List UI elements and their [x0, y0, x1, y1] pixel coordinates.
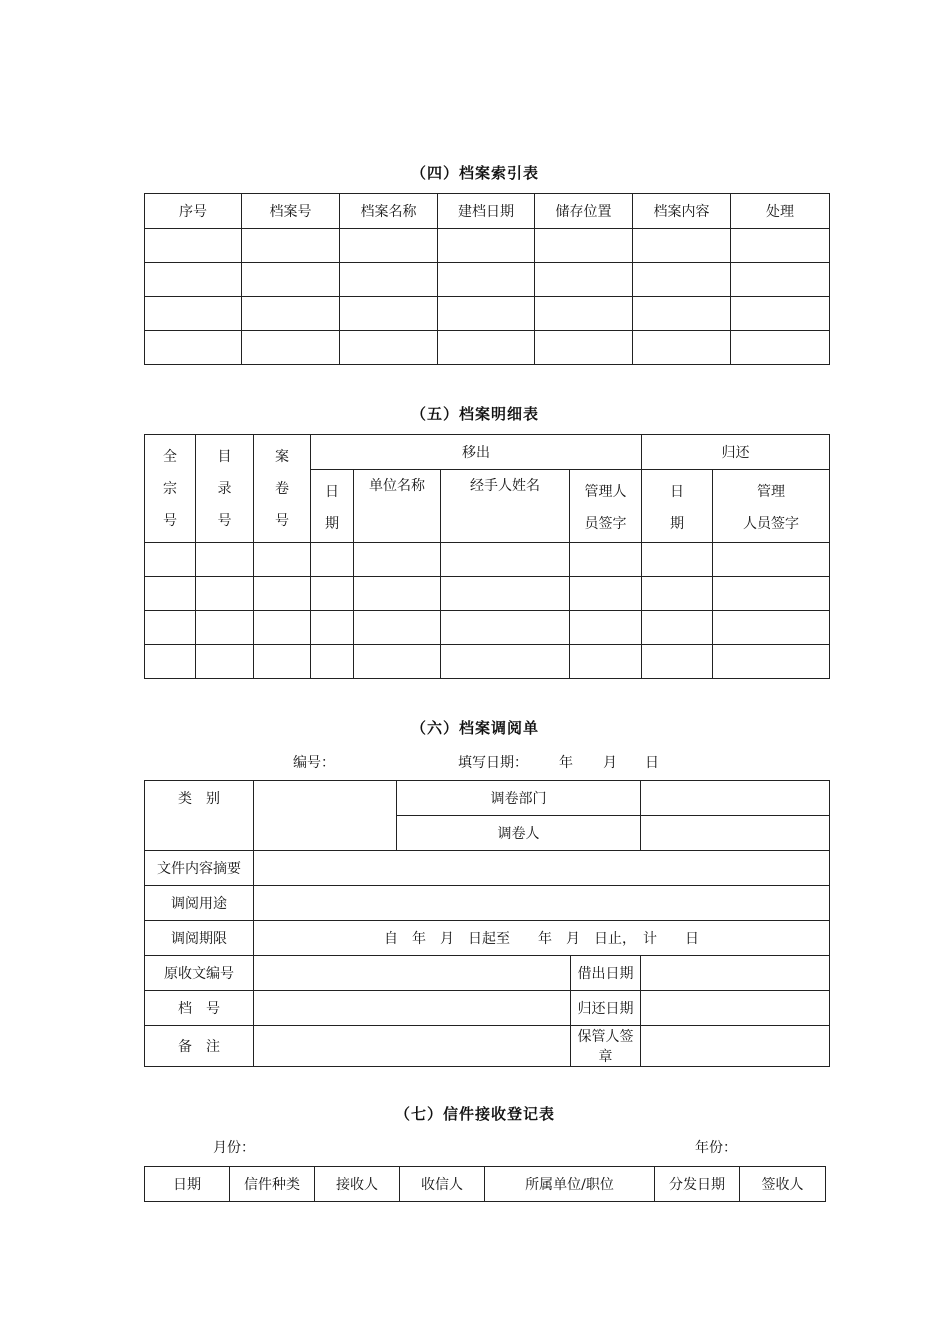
header-cell: 接收人 — [315, 1167, 400, 1202]
fill-date-label: 填写日期： — [458, 755, 528, 771]
col-anjuan-header — [254, 435, 311, 543]
table-cell[interactable] — [145, 645, 196, 679]
table-cell[interactable] — [340, 263, 438, 297]
table-cell[interactable] — [311, 611, 354, 645]
out-date-header — [311, 470, 354, 543]
header-line: 人员签字 — [743, 516, 799, 532]
table-cell[interactable] — [441, 543, 570, 577]
header-char: 日 — [670, 484, 684, 500]
table-cell[interactable] — [196, 577, 254, 611]
header-line: 管理 — [757, 484, 785, 500]
table-cell[interactable] — [438, 229, 535, 263]
header-char: 目 — [217, 449, 232, 465]
table-row — [145, 645, 830, 679]
header-char: 全 — [163, 449, 177, 465]
table-cell[interactable] — [145, 543, 196, 577]
move-out-header: 移出 — [311, 435, 642, 470]
return-date-label: 归还日期 — [571, 991, 641, 1026]
col-mulu-header — [196, 435, 254, 543]
header-cell: 信件种类 — [230, 1167, 315, 1202]
table-cell[interactable] — [438, 297, 535, 331]
month-label: 月份： — [213, 1140, 255, 1156]
col-quanzong-header — [145, 435, 196, 543]
form-row — [145, 851, 830, 886]
letter-register-table — [144, 1166, 826, 1202]
table-cell[interactable] — [145, 263, 242, 297]
table-cell[interactable] — [731, 297, 830, 331]
table-cell[interactable] — [642, 577, 713, 611]
table-cell[interactable] — [145, 297, 242, 331]
header-char: 号 — [275, 513, 289, 529]
file-no-label: 档 号 — [145, 991, 254, 1026]
table-cell[interactable] — [340, 297, 438, 331]
header-cell: 签收人 — [740, 1167, 826, 1202]
section6-title: （六）档案调阅单 — [410, 719, 539, 737]
header-cell: 分发日期 — [655, 1167, 740, 1202]
table-cell[interactable] — [354, 611, 441, 645]
ret-date-header — [642, 470, 713, 543]
person-label: 调卷人 — [397, 816, 641, 851]
header-char: 期 — [670, 516, 684, 532]
table-cell[interactable] — [354, 645, 441, 679]
table-cell[interactable] — [340, 229, 438, 263]
table-header-row — [145, 1167, 826, 1202]
form-row — [145, 921, 830, 956]
table-cell[interactable] — [441, 645, 570, 679]
table-cell[interactable] — [633, 263, 731, 297]
table-cell[interactable] — [340, 331, 438, 365]
month-label: 月 — [603, 755, 617, 771]
header-cell: 序号 — [145, 194, 242, 229]
form-row — [145, 956, 830, 991]
table-cell[interactable] — [633, 229, 731, 263]
keeper-sign-field[interactable] — [641, 1026, 830, 1067]
form-row — [145, 991, 830, 1026]
header-line: 管理人 — [584, 484, 627, 500]
header-char: 号 — [163, 513, 177, 529]
table-cell[interactable] — [570, 645, 642, 679]
header-cell: 收信人 — [400, 1167, 485, 1202]
table-cell[interactable] — [145, 577, 196, 611]
table-row — [145, 543, 830, 577]
table-cell[interactable] — [731, 331, 830, 365]
table-cell[interactable] — [713, 577, 830, 611]
table-cell[interactable] — [196, 543, 254, 577]
header-cell: 处理 — [731, 194, 830, 229]
table-cell[interactable] — [242, 297, 340, 331]
archive-access-form — [144, 780, 830, 1067]
header-char: 卷 — [275, 481, 289, 497]
table-cell[interactable] — [311, 543, 354, 577]
remarks-label: 备 注 — [145, 1026, 254, 1067]
number-label: 编号： — [293, 755, 335, 771]
table-cell[interactable] — [633, 331, 731, 365]
table-cell[interactable] — [633, 297, 731, 331]
orig-number-label: 原收文编号 — [145, 956, 254, 991]
header-char: 号 — [217, 513, 232, 529]
table-cell[interactable] — [242, 331, 340, 365]
keeper-sign-label: 保管人签章 — [571, 1026, 641, 1067]
table-cell[interactable] — [713, 611, 830, 645]
table-cell[interactable] — [570, 577, 642, 611]
summary-field[interactable] — [254, 851, 830, 886]
table-cell[interactable] — [535, 297, 633, 331]
year-label: 年 — [559, 755, 573, 771]
file-no-field[interactable] — [254, 991, 571, 1026]
table-cell[interactable] — [354, 577, 441, 611]
section5-title: （五）档案明细表 — [410, 405, 539, 423]
out-handler-header: 经手人姓名 — [441, 470, 570, 543]
table-cell[interactable] — [713, 645, 830, 679]
header-cell: 档案名称 — [340, 194, 438, 229]
category-label: 类 别 — [145, 781, 254, 851]
header-cell: 档案号 — [242, 194, 340, 229]
header-char: 期 — [325, 516, 339, 532]
table-row — [145, 297, 830, 331]
section4-title: （四）档案索引表 — [410, 164, 539, 182]
table-row — [145, 577, 830, 611]
out-unit-header: 单位名称 — [354, 470, 441, 543]
table-cell[interactable] — [242, 229, 340, 263]
out-date-field[interactable] — [641, 956, 830, 991]
table-row — [145, 331, 830, 365]
period-label: 调阅期限 — [145, 921, 254, 956]
table-row — [145, 229, 830, 263]
dept-field[interactable] — [641, 781, 830, 816]
header-cell: 建档日期 — [438, 194, 535, 229]
remarks-field[interactable] — [254, 1026, 571, 1067]
archive-detail-table — [144, 434, 830, 679]
header-char: 录 — [217, 481, 232, 497]
table-header-row — [145, 435, 830, 470]
archive-index-table — [144, 193, 830, 365]
table-cell[interactable] — [535, 263, 633, 297]
orig-number-field[interactable] — [254, 956, 571, 991]
table-row — [145, 611, 830, 645]
table-cell[interactable] — [570, 611, 642, 645]
table-header-row — [145, 194, 830, 229]
return-header: 归还 — [642, 435, 830, 470]
out-manager-header — [570, 470, 642, 543]
category-field[interactable] — [254, 781, 397, 851]
header-cell: 日期 — [145, 1167, 230, 1202]
table-cell[interactable] — [196, 611, 254, 645]
header-char: 案 — [275, 449, 289, 465]
table-cell[interactable] — [145, 229, 242, 263]
table-cell[interactable] — [713, 543, 830, 577]
header-line: 员签字 — [584, 516, 627, 532]
table-cell[interactable] — [731, 229, 830, 263]
form-row — [145, 886, 830, 921]
table-cell[interactable] — [311, 577, 354, 611]
period-field[interactable]: 自 年 月 日起至 年 月 日止， 计 日 — [254, 921, 830, 956]
table-cell[interactable] — [254, 577, 311, 611]
table-cell[interactable] — [642, 611, 713, 645]
person-field[interactable] — [641, 816, 830, 851]
table-cell[interactable] — [196, 645, 254, 679]
table-row — [145, 263, 830, 297]
table-cell[interactable] — [535, 331, 633, 365]
table-cell[interactable] — [438, 263, 535, 297]
table-cell[interactable] — [570, 543, 642, 577]
header-cell: 档案内容 — [633, 194, 731, 229]
out-date-label: 借出日期 — [571, 956, 641, 991]
year-label: 年份： — [695, 1140, 737, 1156]
table-cell[interactable] — [145, 331, 242, 365]
table-cell[interactable] — [254, 611, 311, 645]
table-cell[interactable] — [642, 645, 713, 679]
form-row — [145, 1026, 830, 1067]
table-cell[interactable] — [254, 645, 311, 679]
table-cell[interactable] — [242, 263, 340, 297]
table-cell[interactable] — [731, 263, 830, 297]
summary-label: 文件内容摘要 — [145, 851, 254, 886]
header-char: 日 — [325, 484, 339, 500]
header-cell: 储存位置 — [535, 194, 633, 229]
dept-label: 调卷部门 — [397, 781, 641, 816]
form-row — [145, 781, 830, 816]
table-cell[interactable] — [535, 229, 633, 263]
table-cell[interactable] — [642, 543, 713, 577]
table-cell[interactable] — [441, 611, 570, 645]
section7-title: （七）信件接收登记表 — [394, 1105, 555, 1123]
table-cell[interactable] — [441, 577, 570, 611]
header-char: 宗 — [163, 481, 177, 497]
day-label: 日 — [645, 755, 659, 771]
table-cell[interactable] — [145, 611, 196, 645]
return-date-field[interactable] — [641, 991, 830, 1026]
table-cell[interactable] — [311, 645, 354, 679]
purpose-field[interactable] — [254, 886, 830, 921]
table-cell[interactable] — [438, 331, 535, 365]
purpose-label: 调阅用途 — [145, 886, 254, 921]
ret-manager-header — [713, 470, 830, 543]
header-cell: 所属单位/职位 — [485, 1167, 655, 1202]
table-cell[interactable] — [254, 543, 311, 577]
table-cell[interactable] — [354, 543, 441, 577]
